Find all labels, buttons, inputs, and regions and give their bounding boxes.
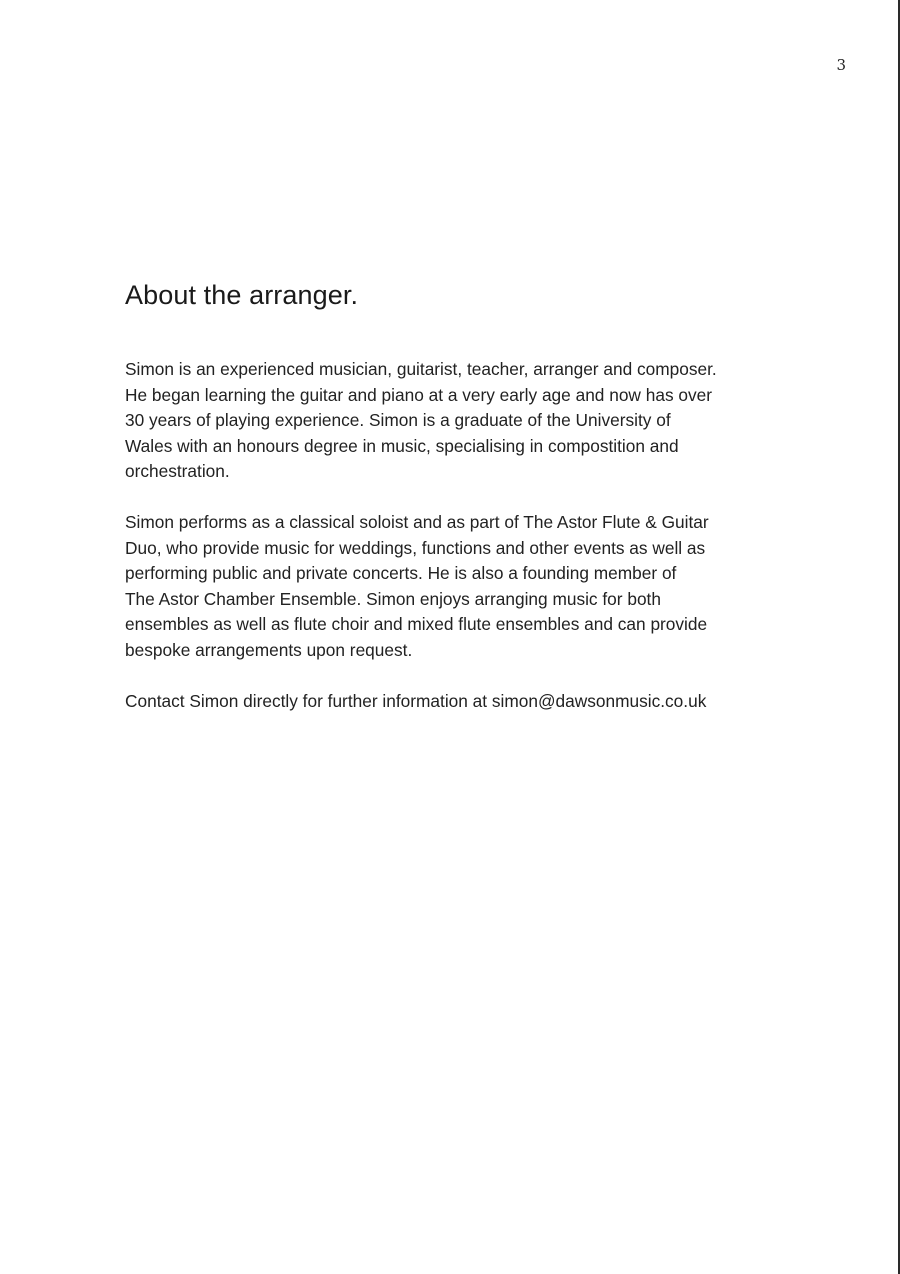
text-line: bespoke arrangements upon request. [125,639,413,660]
text-line: ensembles as well as flute choir and mixed flute ensembles and can provide [125,614,708,634]
contact-line: Contact Simon directly for further information at simon@dawsonmusic.co.uk [125,690,707,711]
paragraph-bio [125,357,785,485]
text-line: The Astor Chamber Ensemble. Simon enjoys arranging music for both [125,588,661,609]
text-line: He began learning the guitar and piano at a very early age and now has over [125,384,712,405]
text-line: Simon is an experienced musician, guitarist, teacher, arranger and composer. [125,359,717,379]
text-line: 30 years of playing experience. Simon is a graduate of the University of [125,410,671,430]
section-heading: About the arranger. [125,280,359,310]
text-line: Duo, who provide music for weddings, functions and other events as well as [125,537,706,558]
section-body [125,357,785,740]
text-line: Simon performs as a classical soloist and as part of The Astor Flute & Guitar [125,512,709,532]
paragraph-performance [125,510,785,663]
page-number: 3 [836,56,846,74]
text-line: performing public and private concerts. He is also a founding member of [125,563,677,583]
paragraph-contact [125,689,785,715]
text-line: Wales with an honours degree in music, specialising in compostition and [125,435,679,456]
text-line: orchestration. [125,461,230,481]
